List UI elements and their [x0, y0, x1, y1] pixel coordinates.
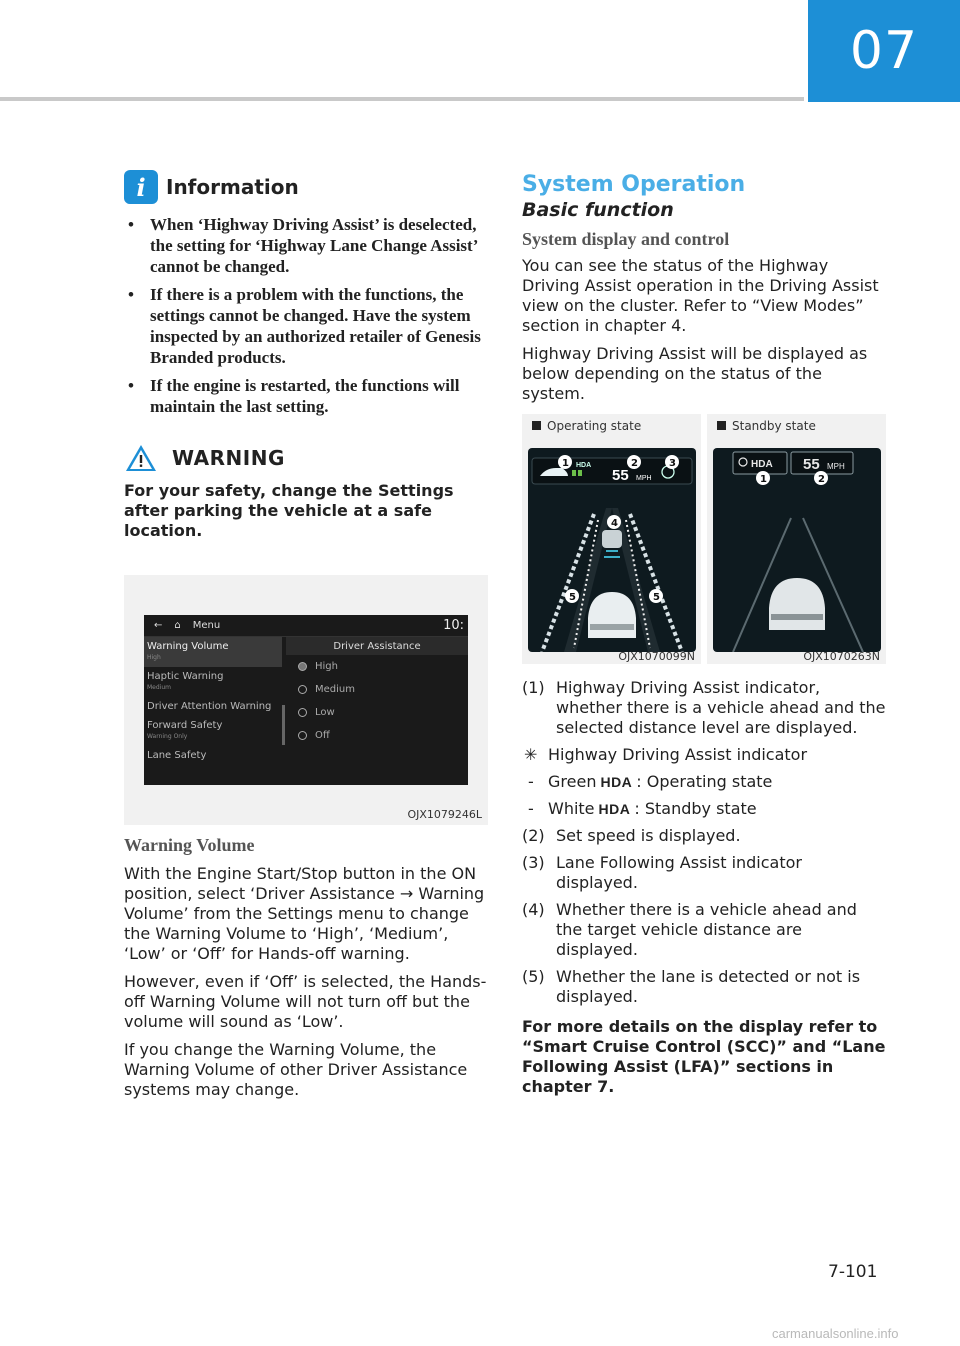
menu-item-lane-safety: Lane Safety	[147, 750, 207, 761]
settings-screen	[144, 615, 468, 785]
svg-text:3: 3	[669, 458, 676, 469]
section-title: System Operation	[522, 172, 746, 197]
screen-clock: 10:	[443, 618, 464, 633]
set-speed: 55	[803, 456, 820, 473]
figure-code: OJX1070099N	[618, 650, 695, 663]
state-label: Operating state	[532, 419, 641, 433]
back-arrow-icon: ←	[154, 620, 163, 631]
paragraph: If you change the Warning Volume, the Warning Volume of other Driver Assistance systems may change.	[124, 1040, 468, 1099]
screen-top-bar	[144, 615, 468, 637]
list-item: (3) Lane Following Assist indicator displayed.	[522, 853, 802, 892]
information-header	[124, 170, 488, 204]
menu-item-warning-volume: Warning Volume High	[144, 637, 282, 667]
settings-menu-list	[144, 637, 282, 785]
speed-unit: MPH	[636, 475, 652, 482]
star-note: ✳ Highway Driving Assist indicator	[524, 745, 808, 764]
svg-text:2: 2	[818, 474, 825, 485]
operating-cluster-graphic	[528, 448, 696, 652]
square-bullet-icon	[717, 421, 726, 430]
menu-label: Menu	[192, 620, 221, 631]
hda-icon: HDA	[598, 801, 631, 817]
svg-text:5: 5	[569, 592, 576, 603]
menu-item-driver-attention: Driver Attention Warning	[147, 701, 272, 712]
svg-text:4: 4	[611, 518, 618, 529]
warning-title: WARNING	[172, 446, 285, 470]
cluster-figures	[522, 414, 886, 664]
cluster-display	[528, 448, 696, 652]
left-column	[124, 170, 488, 1108]
bullet-dot-icon: •	[128, 285, 134, 304]
option-off: Off	[286, 724, 468, 747]
hda-icon: HDA	[600, 774, 633, 790]
hda-indicator: HDA	[576, 462, 592, 469]
warning-volume-heading: Warning Volume	[124, 835, 255, 855]
warning-text: For your safety, change the Settings after parking the vehicle at a safe location.	[124, 481, 454, 540]
standby-state-figure	[707, 414, 886, 664]
information-list	[124, 214, 488, 417]
set-speed: 55	[612, 467, 629, 484]
svg-text:1: 1	[760, 474, 767, 485]
panel-title: Driver Assistance	[286, 637, 468, 655]
information-bullet: • If there is a problem with the functions, the settings cannot be changed. Have the system inspected by an authorized retailer of Genesis Branded products.	[128, 285, 481, 367]
screen-scrollbar	[282, 705, 285, 745]
settings-figure	[124, 575, 488, 825]
home-icon: ⌂	[174, 620, 181, 631]
option-high: High	[286, 655, 468, 678]
top-rule	[0, 97, 804, 101]
option-medium: Medium	[286, 678, 468, 701]
state-label: Standby state	[717, 419, 816, 433]
bullet-dot-icon: •	[128, 376, 134, 395]
star-mark-icon: ✳	[524, 745, 538, 764]
svg-text:2: 2	[631, 458, 638, 469]
dash-item-green: - Green HDA : Operating state	[528, 772, 773, 791]
radio-icon	[298, 685, 307, 694]
right-column	[522, 170, 886, 1097]
speed-unit: MPH	[827, 462, 845, 471]
legend-list	[522, 678, 886, 738]
svg-text:5: 5	[653, 592, 660, 603]
bullet-dot-icon: •	[128, 215, 134, 234]
driver-assistance-panel	[286, 637, 468, 785]
list-item: (4) Whether there is a vehicle ahead and the target vehicle distance are displayed.	[522, 900, 857, 959]
warning-triangle-icon	[124, 443, 158, 473]
warning-header	[124, 443, 488, 473]
display-heading: System display and control	[522, 229, 730, 249]
list-item: (1) Highway Driving Assist indicator, whether there is a vehicle ahead and the selected distance level are displayed.	[522, 678, 886, 737]
paragraph: Highway Driving Assist will be displayed as below depending on the status of the system.	[522, 344, 868, 403]
paragraph: With the Engine Start/Stop button in the ON position, select ‘Driver Assistance → Warning Volume’ from the Settings menu to change the Warning Volume to ‘High’, ‘Medium’, ‘Low’ or ‘Off’ for Hands-off warning.	[124, 864, 485, 963]
page-number: 7-101	[828, 1262, 878, 1282]
paragraph: However, even if ‘Off’ is selected, the Hands-off Warning Volume will not turn off but the volume will sound as ‘Low’.	[124, 972, 487, 1031]
hda-indicator: HDA	[751, 459, 773, 470]
radio-icon	[298, 731, 307, 740]
svg-text:1: 1	[562, 458, 569, 469]
radio-selected-icon	[298, 662, 307, 671]
operating-state-figure	[522, 414, 701, 664]
menu-item-haptic-warning: Haptic Warning Medium	[147, 671, 224, 691]
dash-item-white: - White HDA : Standby state	[528, 799, 757, 818]
info-icon: i	[124, 170, 158, 204]
figure-code: OJX1070263N	[803, 650, 880, 663]
figure-code: OJX1079246L	[407, 808, 482, 821]
details-note: For more details on the display refer to “Smart Cruise Control (SCC)” and “Lane Following Assist (LFA)” sections in chapter 7.	[522, 1017, 886, 1096]
chapter-tab: 07	[808, 0, 960, 102]
watermark: carmanualsonline.info	[772, 1326, 899, 1341]
radio-icon	[298, 708, 307, 717]
legend-list-rest	[522, 826, 886, 1007]
cluster-display	[713, 448, 881, 652]
list-item: (2) Set speed is displayed.	[522, 826, 741, 845]
information-title: Information	[166, 175, 299, 199]
paragraph: You can see the status of the Highway Driving Assist operation in the Driving Assist view on the cluster. Refer to “View Modes” section in chapter 4.	[522, 256, 879, 335]
information-bullet: • When ‘Highway Driving Assist’ is deselected, the setting for ‘Highway Lane Change Assist’ cannot be changed.	[128, 215, 478, 276]
option-low: Low	[286, 701, 468, 724]
section-subtitle: Basic function	[522, 199, 674, 221]
menu-item-forward-safety: Forward Safety Warning Only	[147, 720, 223, 740]
square-bullet-icon	[532, 421, 541, 430]
standby-cluster-graphic	[713, 448, 881, 652]
information-bullet: • If the engine is restarted, the functions will maintain the last setting.	[128, 376, 460, 416]
list-item: (5) Whether the lane is detected or not is displayed.	[522, 967, 861, 1006]
